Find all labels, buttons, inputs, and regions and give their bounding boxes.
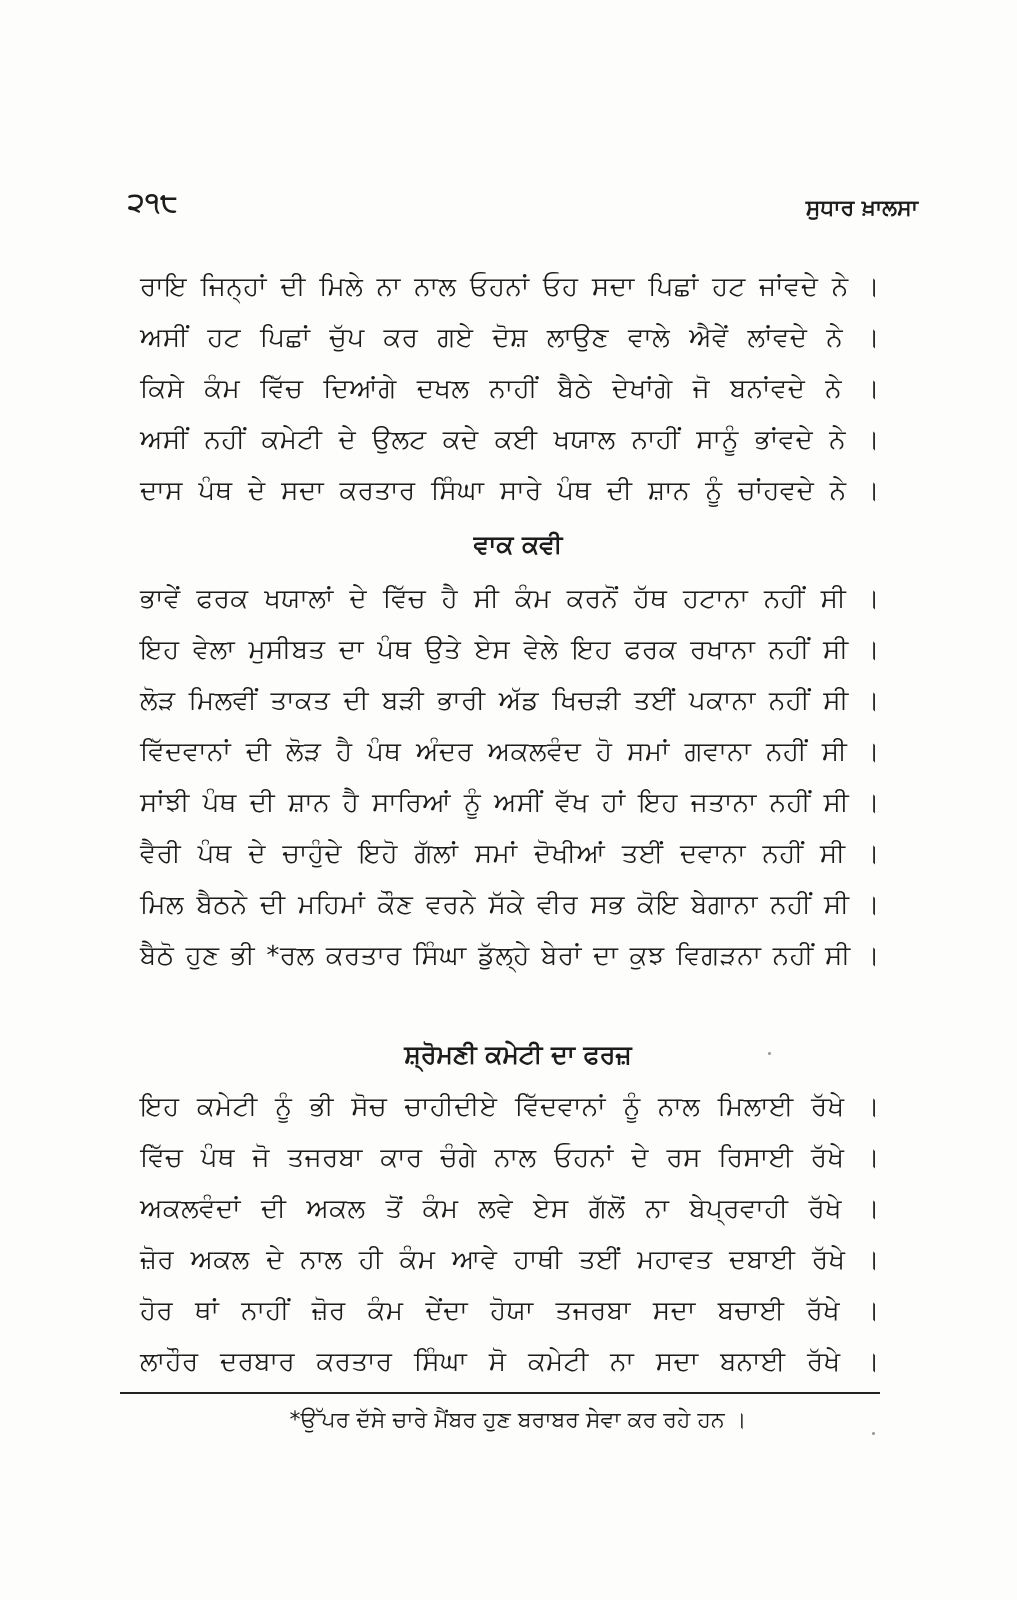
verse-line: ਅਸੀਂ ਨਹੀਂ ਕਮੇਟੀ ਦੇ ਉਲਟ ਕਦੇ ਕਈ ਖਯਾਲ ਨਾਹੀਂ ਸਾਨੂੰ ਭਾਂਵਦੇ ਨੇ । [140, 425, 880, 455]
verse-line: ਜ਼ੋਰ ਅਕਲ ਦੇ ਨਾਲ ਹੀ ਕੰਮ ਆਵੇ ਹਾਥੀ ਤਈਂ ਮਹਾਵਤ ਦਬਾਈ ਰੱਖੇ । [140, 1245, 880, 1275]
verse-line: ਲੋੜ ਮਿਲਵੀਂ ਤਾਕਤ ਦੀ ਬੜੀ ਭਾਰੀ ਅੱਡ ਖਿਚੜੀ ਤਈਂ ਪਕਾਨਾ ਨਹੀਂ ਸੀ । [140, 686, 880, 716]
footnote-divider [120, 1392, 880, 1394]
verse-line: ਕਿਸੇ ਕੰਮ ਵਿੱਚ ਦਿਆਂਗੇ ਦਖਲ ਨਾਹੀਂ ਬੈਠੇ ਦੇਖਾਂਗੇ ਜੋ ਬਨਾਂਵਦੇ ਨੇ । [140, 374, 880, 404]
verse-line: ਇਹ ਵੇਲਾ ਮੁਸੀਬਤ ਦਾ ਪੰਥ ਉਤੇ ਏਸ ਵੇਲੇ ਇਹ ਫਰਕ ਰਖਾਨਾ ਨਹੀਂ ਸੀ । [140, 635, 880, 665]
footnote: *ਉੱਪਰ ਦੱਸੇ ਚਾਰੇ ਮੈਂਬਰ ਹੁਣ ਬਰਾਬਰ ਸੇਵਾ ਕਰ ਰਹੇ ਹਨ । [289, 1408, 747, 1433]
verse-line: ਵਿੱਚ ਪੰਥ ਜੋ ਤਜਰਬਾ ਕਾਰ ਚੰਗੇ ਨਾਲ ਓਹਨਾਂ ਦੇ ਰਸ ਰਿਸਾਈ ਰੱਖੇ । [140, 1143, 880, 1173]
verse-line: ਸਾਂਝੀ ਪੰਥ ਦੀ ਸ਼ਾਨ ਹੈ ਸਾਰਿਆਂ ਨੂੰ ਅਸੀਂ ਵੱਖ ਹਾਂ ਇਹ ਜਤਾਨਾ ਨਹੀਂ ਸੀ । [140, 788, 880, 818]
section-heading-committee-duty: ਸ਼੍ਰੋਮਣੀ ਕਮੇਟੀ ਦਾ ਫਰਜ਼ [404, 1040, 632, 1069]
stanza-1 [140, 262, 880, 517]
stanza-2 [140, 574, 880, 982]
verse-line: ਦਾਸ ਪੰਥ ਦੇ ਸਦਾ ਕਰਤਾਰ ਸਿੰਘਾ ਸਾਰੇ ਪੰਥ ਦੀ ਸ਼ਾਨ ਨੂੰ ਚਾਂਹਵਦੇ ਨੇ । [140, 476, 880, 506]
running-title: ਸੁਧਾਰ ਖ਼ਾਲਸਾ [805, 196, 918, 221]
verse-line: ਮਿਲ ਬੈਠਨੇ ਦੀ ਮਹਿਮਾਂ ਕੌਣ ਵਰਨੇ ਸੱਕੇ ਵੀਰ ਸਭ ਕੋਇ ਬੇਗਾਨਾ ਨਹੀਂ ਸੀ । [140, 890, 880, 920]
page-number: ੨੧੮ [128, 188, 179, 218]
verse-line: ਰਾਇ ਜਿਨ੍ਹਾਂ ਦੀ ਮਿਲੇ ਨਾ ਨਾਲ ਓਹਨਾਂ ਓਹ ਸਦਾ ਪਿਛਾਂ ਹਟ ਜਾਂਵਦੇ ਨੇ । [140, 272, 880, 302]
verse-line: ਇਹ ਕਮੇਟੀ ਨੂੰ ਭੀ ਸੋਚ ਚਾਹੀਦੀਏ ਵਿੱਦਵਾਨਾਂ ਨੂੰ ਨਾਲ ਮਿਲਾਈ ਰੱਖੇ । [140, 1092, 880, 1122]
verse-line: ਵੈਰੀ ਪੰਥ ਦੇ ਚਾਹੁੰਦੇ ਇਹੋ ਗੱਲਾਂ ਸਮਾਂ ਦੋਖੀਆਂ ਤਈਂ ਦਵਾਨਾ ਨਹੀਂ ਸੀ । [140, 839, 880, 869]
verse-line: ਅਕਲਵੰਦਾਂ ਦੀ ਅਕਲ ਤੋਂ ਕੰਮ ਲਵੇ ਏਸ ਗੱਲੋਂ ਨਾ ਬੇਪ੍ਰਵਾਹੀ ਰੱਖੇ । [140, 1194, 880, 1224]
verse-line: ਭਾਵੇਂ ਫਰਕ ਖਯਾਲਾਂ ਦੇ ਵਿੱਚ ਹੈ ਸੀ ਕੰਮ ਕਰਨੋਂ ਹੱਥ ਹਟਾਨਾ ਨਹੀਂ ਸੀ । [140, 584, 880, 614]
page-header [118, 188, 918, 228]
verse-line: ਵਿੱਦਵਾਨਾਂ ਦੀ ਲੋੜ ਹੈ ਪੰਥ ਅੰਦਰ ਅਕਲਵੰਦ ਹੋ ਸਮਾਂ ਗਵਾਨਾ ਨਹੀਂ ਸੀ । [140, 737, 880, 767]
verse-line: ਬੈਠੋ ਹੁਣ ਭੀ *ਰਲ ਕਰਤਾਰ ਸਿੰਘਾ ਡੁੱਲ੍ਹੇ ਬੇਰਾਂ ਦਾ ਕੁਝ ਵਿਗੜਨਾ ਨਹੀਂ ਸੀ । [140, 941, 880, 971]
verse-line: ਅਸੀਂ ਹਟ ਪਿਛਾਂ ਚੁੱਪ ਕਰ ਗਏ ਦੋਸ਼ ਲਾਉਣ ਵਾਲੇ ਐਵੇਂ ਲਾਂਵਦੇ ਨੇ । [140, 323, 880, 353]
verse-line: ਲਾਹੌਰ ਦਰਬਾਰ ਕਰਤਾਰ ਸਿੰਘਾ ਸੋ ਕਮੇਟੀ ਨਾ ਸਦਾ ਬਨਾਈ ਰੱਖੇ । [140, 1347, 880, 1377]
section-heading-vak-kavi: ਵਾਕ ਕਵੀ [473, 530, 563, 559]
print-speck [768, 1052, 771, 1055]
stanza-3 [140, 1082, 880, 1388]
verse-line: ਹੋਰ ਥਾਂ ਨਾਹੀਂ ਜ਼ੋਰ ਕੰਮ ਦੇਂਦਾ ਹੋਯਾ ਤਜਰਬਾ ਸਦਾ ਬਚਾਈ ਰੱਖੇ । [140, 1296, 880, 1326]
print-speck [872, 1432, 875, 1435]
